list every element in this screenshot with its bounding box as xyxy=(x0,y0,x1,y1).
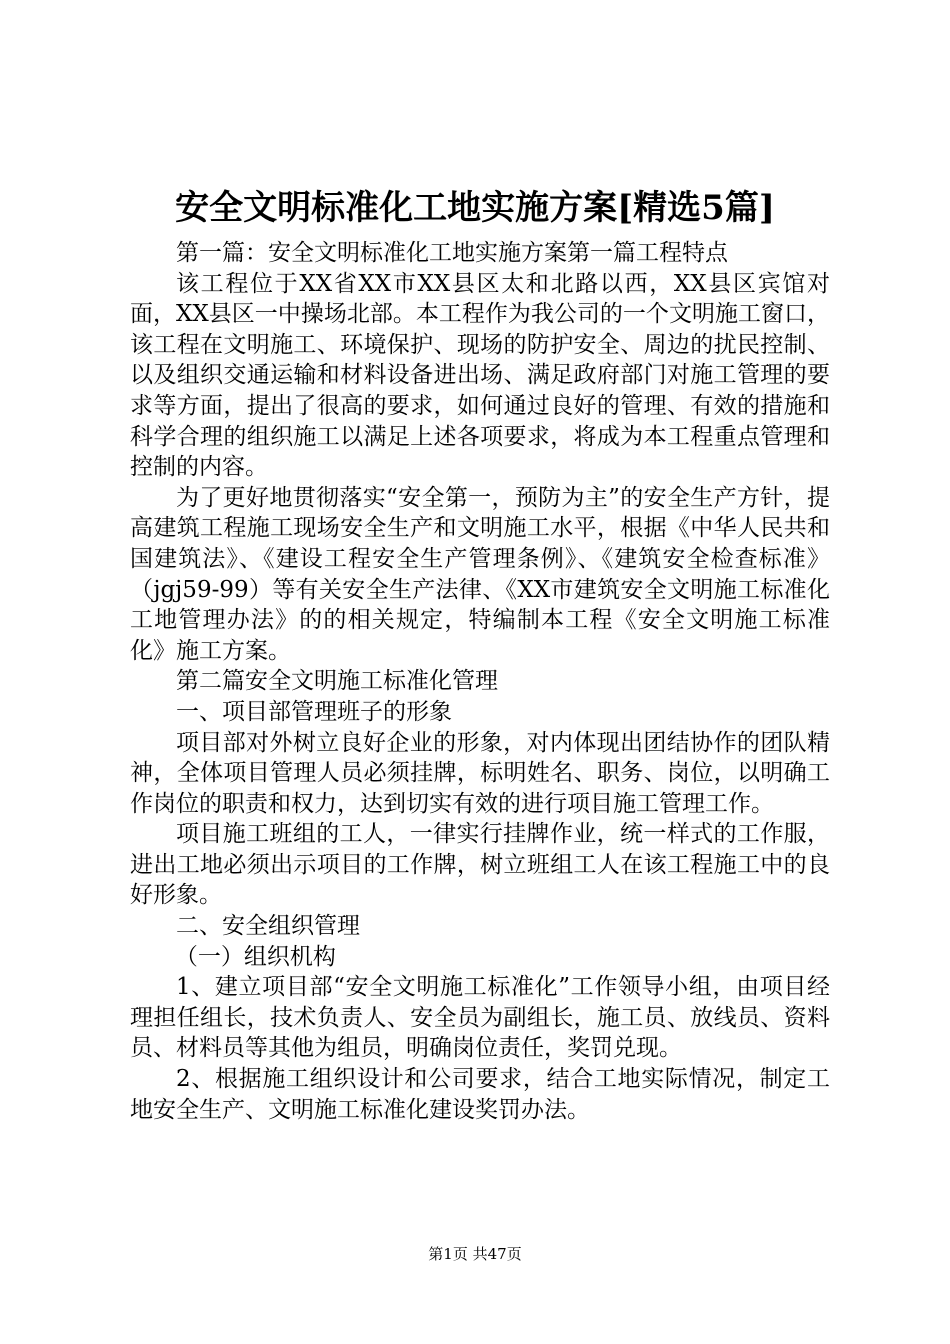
section-heading: 一、项目部管理班子的形象 xyxy=(176,698,452,725)
page-footer: 第1页 共47页 xyxy=(428,1245,522,1263)
document-title: 安全文明标准化工地实施方案[精选5篇] xyxy=(175,188,775,228)
paragraph: 为了更好地贯彻落实“安全第一，预防为主”的安全生产方针，提高建筑工程施工现场安全生产和文明施工水平，根据《中华人民共和国建筑法》、《建设工程安全生产管理条例》、《建筑安全检查标准》（jgj59-99）等有关安全生产法律、《XX市建筑安全文明施工标准化工地管理办法》的的相关规定，特编制本工程《安全文明施工标准化》施工方案。 xyxy=(130,484,830,664)
document-body xyxy=(130,238,830,1125)
subsection-heading: （一）组织机构 xyxy=(174,943,336,970)
section-heading: 第二篇安全文明施工标准化管理 xyxy=(176,668,498,695)
paragraph: 2、根据施工组织设计和公司要求，结合工地实际情况，制定工地安全生产、文明施工标准化建设奖罚办法。 xyxy=(130,1066,830,1123)
paragraph: 1、建立项目部“安全文明施工标准化”工作领导小组，由项目经理担任组长，技术负责人、安全员为副组长，施工员、放线员、资料员、材料员等其他为组员，明确岗位责任，奖罚兑现。 xyxy=(130,974,830,1062)
paragraph: 项目部对外树立良好企业的形象，对内体现出团结协作的团队精神，全体项目管理人员必须挂牌，标明姓名、职务、岗位，以明确工作岗位的职责和权力，达到切实有效的进行项目施工管理工作。 xyxy=(130,729,830,817)
paragraph: 该工程位于XX省XX市XX县区太和北路以西，XX县区宾馆对面，XX县区一中操场北部。本工程作为我公司的一个文明施工窗口，该工程在文明施工、环境保护、现场的防护安全、周边的扰民控制、以及组织交通运输和材料设备进出场、满足政府部门对施工管理的要求等方面，提出了很高的要求，如何通过良好的管理、有效的措施和科学合理的组织施工以满足上述各项要求，将成为本工程重点管理和控制的内容。 xyxy=(130,270,830,481)
paragraph: 项目施工班组的工人，一律实行挂牌作业，统一样式的工作服，进出工地必须出示项目的工作牌，树立班组工人在该工程施工中的良好形象。 xyxy=(130,821,830,909)
section-heading: 二、安全组织管理 xyxy=(176,913,360,940)
paragraph: 第一篇：安全文明标准化工地实施方案第一篇工程特点 xyxy=(176,240,728,266)
